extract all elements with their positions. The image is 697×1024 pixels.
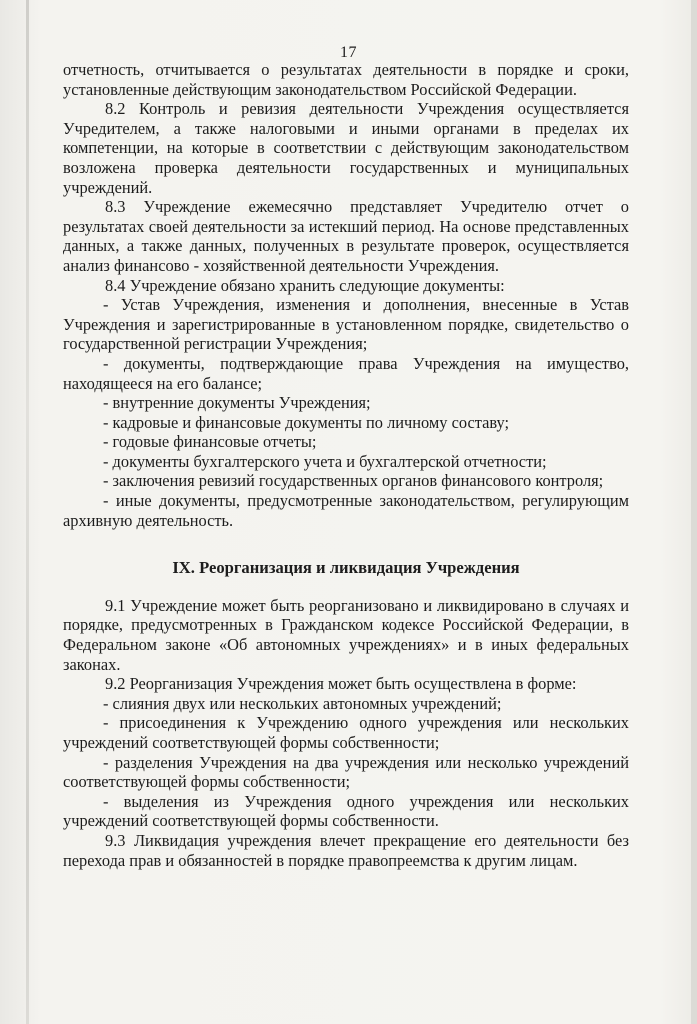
section-heading: IX. Реорганизация и ликвидация Учреждения: [172, 558, 520, 578]
binding-edge: [26, 0, 29, 1024]
paragraph-9-1: 9.1 Учреждение может быть реорганизовано и ликвидировано в случаях и порядке, предусмотренных в Гражданском кодексе Российской Федерации, в Федеральном законе «Об автономных учреждениях» и в иных федеральных законах.: [63, 595, 629, 674]
list-item: - выделения из Учреждения одного учреждения или нескольких учреждений соответствующей формы собственности.: [63, 791, 629, 831]
list-item: - иные документы, предусмотренные законодательством, регулирующим архивную деятельность.: [63, 491, 629, 530]
list-item: - кадровые и финансовые документы по личному составу;: [103, 412, 510, 432]
page-edge: [691, 0, 697, 1024]
paragraph-9-2: 9.2 Реорганизация Учреждения может быть осуществлена в форме:: [105, 674, 577, 694]
list-item: - документы бухгалтерского учета и бухгалтерской отчетности;: [103, 451, 547, 471]
list-item: - годовые финансовые отчеты;: [103, 432, 317, 452]
paragraph-8-2: 8.2 Контроль и ревизия деятельности Учреждения осуществляется Учредителем, а также налоговыми и иными органами в пределах их компетенции, на которые в соответствии с действующим законодательством возложена проверка деятельности государственных и муниципальных учреждений.: [63, 99, 629, 197]
paragraph-8-3: 8.3 Учреждение ежемесячно представляет Учредителю отчет о результатах своей деятельности за истекший период. На основе представленных данных, а также данных, полученных в результате проверок, осуществляется анализ финансово - хозяйственной деятельности Учреждения.: [63, 197, 629, 275]
list-item: - документы, подтверждающие права Учреждения на имущество, находящееся на его балансе;: [63, 353, 629, 393]
list-item: - внутренние документы Учреждения;: [103, 393, 371, 413]
list-item: - заключения ревизий государственных органов финансового контроля;: [103, 471, 604, 491]
list-item: - присоединения к Учреждению одного учреждения или нескольких учреждений соответствующей формы собственности;: [63, 713, 629, 752]
paragraph-8-4: 8.4 Учреждение обязано хранить следующие документы:: [105, 275, 505, 295]
paragraph-reporting: отчетность, отчитывается о результатах деятельности в порядке и сроки, установленные действующим законодательством Российской Федерации.: [63, 60, 629, 99]
list-item: - разделения Учреждения на два учреждения или несколько учреждений соответствующей формы собственности;: [63, 752, 629, 792]
paragraph-9-3: 9.3 Ликвидация учреждения влечет прекращение его деятельности без перехода прав и обязанностей в порядке правопреемства к другим лицам.: [63, 830, 629, 870]
list-item: - слияния двух или нескольких автономных учреждений;: [103, 693, 502, 713]
page-number: 17: [340, 44, 357, 61]
document-body: [63, 60, 629, 870]
list-item: - Устав Учреждения, изменения и дополнения, внесенные в Устав Учреждения и зарегистрированные в установленном порядке, свидетельство о государственной регистрации Учреждения;: [63, 295, 629, 354]
